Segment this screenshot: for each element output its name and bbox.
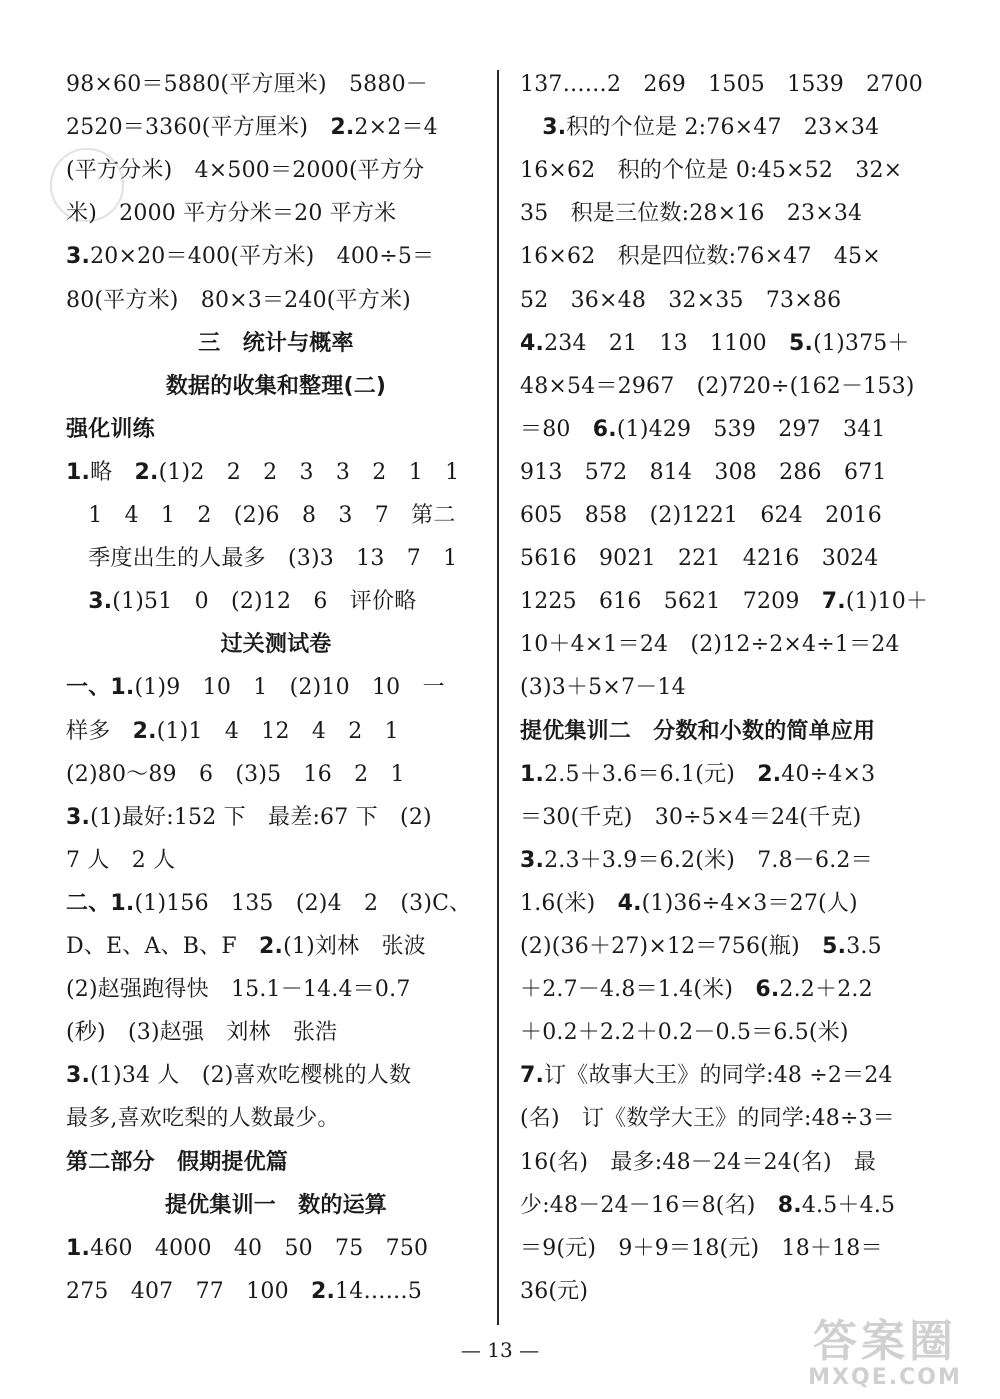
question-number: 1. — [520, 761, 545, 787]
question-number: 2. — [134, 459, 159, 485]
answer-text: (1)34 人 (2)喜欢吃樱桃的人数 — [90, 1063, 412, 1089]
answer-line — [520, 372, 915, 402]
answer-text: (1)最好:152 下 最差:67 下 (2) — [90, 804, 432, 830]
section-heading: 提优集训二 分数和小数的简单应用 — [520, 718, 876, 744]
answer-line — [66, 501, 456, 531]
answer-text: (名) 订《数学大王》的同学:48÷3＝ — [520, 1106, 896, 1132]
answer-line — [520, 113, 879, 143]
answer-text: 1225 616 5621 7209 — [520, 589, 822, 615]
answer-line — [66, 975, 411, 1005]
watermark-logo — [790, 1318, 980, 1396]
answer-line — [520, 329, 910, 359]
answer-line — [520, 286, 841, 316]
answer-text: 3.5 — [846, 934, 882, 959]
question-number: 2. — [132, 718, 157, 744]
answer-text: 最多,喜欢吃梨的人数最少。 — [66, 1106, 340, 1132]
question-number: 4. — [520, 330, 545, 356]
question-number: 5. — [789, 330, 814, 356]
answer-line — [520, 1277, 588, 1307]
answer-line — [520, 544, 879, 574]
answer-line — [66, 760, 405, 790]
question-number: 2. — [757, 761, 782, 787]
answer-line — [520, 932, 882, 962]
answer-line — [66, 156, 424, 186]
section-heading: 提优集训一 数的运算 — [164, 1192, 387, 1218]
answer-line — [66, 70, 428, 100]
answer-line — [520, 1104, 895, 1134]
answer-text: 10＋4×1＝24 (2)12÷2×4÷1＝24 — [520, 632, 900, 658]
answer-text: 积的个位是 2:76×47 23×34 — [566, 115, 880, 141]
question-number: 1. — [66, 1235, 91, 1261]
column-divider — [497, 70, 499, 1325]
answer-line — [520, 1018, 849, 1048]
question-number: 3. — [66, 804, 91, 830]
answer-text: ＝9(元) 9＋9＝18(元) 18＋18＝ — [520, 1235, 883, 1261]
answer-line — [520, 587, 928, 617]
answer-line — [520, 242, 881, 272]
question-number: 二、1. — [66, 890, 135, 916]
answer-text: (2)80～89 6 (3)5 16 2 1 — [66, 761, 405, 787]
answer-text: 20×20＝400(平方米) 400÷5＝ — [90, 244, 435, 270]
answer-text: 98×60＝5880(平方厘米) 5880－ — [66, 72, 428, 97]
section-heading: 第二部分 假期提优篇 — [66, 1149, 289, 1175]
answer-line — [66, 242, 434, 272]
answer-text: 2.2＋2.2 — [779, 977, 873, 1003]
answer-text: (秒) (3)赵强 刘林 张浩 — [66, 1020, 338, 1046]
section-heading: 强化训练 — [66, 416, 155, 442]
question-number: 3. — [66, 1063, 91, 1089]
answer-line — [520, 501, 882, 531]
answer-text: 48×54＝2967 (2)720÷(162－153) — [520, 373, 915, 399]
question-number: 5. — [822, 934, 847, 959]
answer-text: 米) 2000 平方分米＝20 平方米 — [66, 201, 397, 227]
question-number: 2. — [330, 115, 355, 141]
answer-line — [66, 286, 411, 316]
answer-text: 略 — [90, 459, 135, 485]
answer-text: (1)36÷4×3＝27(人) — [641, 890, 858, 916]
answer-text: 913 572 814 308 286 671 — [520, 459, 887, 485]
question-number: 1. — [66, 459, 91, 485]
answer-text: 订《故事大王》的同学:48 ÷2＝24 — [544, 1063, 893, 1089]
answer-text: 季度出生的人最多 (3)3 13 7 1 — [66, 546, 458, 572]
answer-text: 137……2 269 1505 1539 2700 — [520, 72, 923, 97]
answer-text: (1)2 2 2 3 3 2 1 1 — [158, 459, 460, 485]
question-number: 一、1. — [66, 675, 135, 701]
answer-text: ＋2.7－4.8＝1.4(米) — [520, 977, 756, 1003]
answer-line — [520, 846, 873, 876]
question-number: 8. — [777, 1192, 802, 1218]
question-number: 3. — [66, 244, 91, 270]
answer-text: (1)9 10 1 (2)10 10 一 — [134, 675, 445, 701]
watermark-site-text: MXQE.COM — [808, 1365, 962, 1390]
answer-text — [520, 115, 542, 140]
answer-line — [66, 889, 471, 919]
answer-line — [66, 1277, 422, 1307]
answer-line — [520, 630, 900, 660]
answer-line — [66, 587, 416, 617]
answer-line — [520, 1148, 876, 1178]
question-number: 2. — [259, 934, 284, 959]
answer-text: (1)375＋ — [813, 330, 910, 356]
answer-text: 16×62 积是四位数:76×47 45× — [520, 244, 881, 270]
answer-text: (1)156 135 (2)4 2 (3)C、 — [134, 890, 472, 916]
answer-text: 4.5＋4.5 — [801, 1192, 896, 1218]
section-heading: 过关测试卷 — [220, 632, 332, 658]
answer-text: 605 858 (2)1221 624 2016 — [520, 503, 882, 528]
answer-text: ＋0.2＋2.2＋0.2－0.5＝6.5(米) — [520, 1020, 849, 1046]
question-number: 7. — [821, 589, 846, 615]
answer-text: 460 4000 40 50 75 750 — [90, 1235, 429, 1261]
answer-text: (2)赵强跑得快 15.1－14.4＝0.7 — [66, 977, 411, 1003]
answer-line — [66, 846, 175, 876]
answer-text: (1)1 4 12 4 2 1 — [156, 718, 399, 744]
question-number: 2. — [310, 1278, 336, 1304]
answer-text: 2520＝3360(平方厘米) — [66, 115, 331, 141]
answer-line — [520, 1234, 883, 1264]
answer-text: 样多 — [66, 718, 133, 744]
question-number: 6. — [592, 416, 617, 442]
answer-line — [66, 1234, 428, 1264]
answer-text: 5616 9021 221 4216 3024 — [520, 546, 879, 572]
watermark-logo-text: 答案圈 — [813, 1316, 957, 1367]
question-number: 3. — [542, 115, 567, 141]
answer-line — [66, 803, 432, 833]
answer-line — [520, 1191, 895, 1221]
answer-text: 16×62 积的个位是 0:45×52 32× — [520, 158, 903, 184]
answer-line — [66, 1104, 340, 1134]
answer-line — [520, 975, 873, 1005]
answer-text: 14……5 — [335, 1278, 423, 1304]
answer-line — [66, 458, 459, 488]
answer-text: (2)(36＋27)×12＝756(瓶) — [520, 934, 823, 959]
answer-text: 234 21 13 1100 — [544, 330, 790, 356]
answer-text: 2.3＋3.9＝6.2(米) 7.8－6.2＝ — [544, 847, 873, 873]
answer-text: (1)刘林 张波 — [283, 934, 426, 959]
answer-text: 少:48－24－16＝8(名) — [520, 1192, 778, 1218]
answer-line — [520, 1061, 893, 1091]
question-number: 6. — [755, 977, 780, 1003]
answer-line — [66, 113, 438, 143]
answer-line — [66, 932, 426, 962]
answer-line — [66, 1061, 411, 1091]
answer-line — [520, 889, 858, 919]
answer-text: 1 4 1 2 (2)6 8 3 7 第二 — [66, 503, 456, 528]
answer-line — [520, 458, 887, 488]
answer-line — [520, 156, 902, 186]
answer-text: 80(平方米) 80×3＝240(平方米) — [66, 287, 411, 313]
answer-text: (3)3＋5×7－14 — [520, 675, 686, 701]
answer-text: 2×2＝4 — [354, 115, 438, 141]
answer-text: 1.6(米) — [520, 890, 618, 916]
answer-text: (平方分米) 4×500＝2000(平方分 — [66, 158, 425, 184]
answer-line — [66, 717, 399, 747]
answer-line — [520, 415, 886, 445]
answer-line — [520, 803, 861, 833]
answer-line — [66, 673, 445, 703]
answer-text: 16(名) 最多:48－24＝24(名) 最 — [520, 1149, 877, 1175]
answer-text: 52 36×48 32×35 73×86 — [520, 287, 842, 313]
answer-line — [520, 199, 862, 229]
answer-text: ＝30(千克) 30÷5×4＝24(千克) — [520, 804, 862, 830]
answer-line — [520, 760, 875, 790]
answer-text: 36(元) — [520, 1278, 589, 1304]
answer-text: 2.5＋3.6＝6.1(元) — [544, 761, 758, 787]
answer-text: ＝80 — [520, 416, 593, 442]
answer-line — [66, 544, 457, 574]
answer-text: 40÷4×3 — [781, 761, 876, 787]
question-number: 3. — [520, 847, 545, 873]
answer-text: (1)10＋ — [845, 589, 929, 615]
answer-text: 275 407 77 100 — [66, 1278, 311, 1304]
answer-text: 35 积是三位数:28×16 23×34 — [520, 201, 863, 227]
question-number: 7. — [520, 1063, 545, 1089]
answer-line — [66, 1018, 337, 1048]
answer-text: 7 人 2 人 — [66, 847, 176, 873]
answer-text: (1)429 539 297 341 — [616, 416, 886, 442]
answer-line — [520, 673, 686, 703]
question-number: 4. — [617, 890, 642, 916]
answer-text: D、E、A、B、F — [66, 934, 260, 959]
answer-line — [520, 70, 923, 100]
section-heading: 数据的收集和整理(二) — [165, 373, 387, 399]
answer-line — [66, 199, 396, 229]
answer-text — [66, 589, 88, 614]
section-heading: 三 统计与概率 — [198, 330, 354, 356]
page-number: — 13 — — [460, 1338, 540, 1362]
answer-text: (1)51 0 (2)12 6 评价略 — [112, 589, 417, 615]
question-number: 3. — [88, 589, 113, 615]
